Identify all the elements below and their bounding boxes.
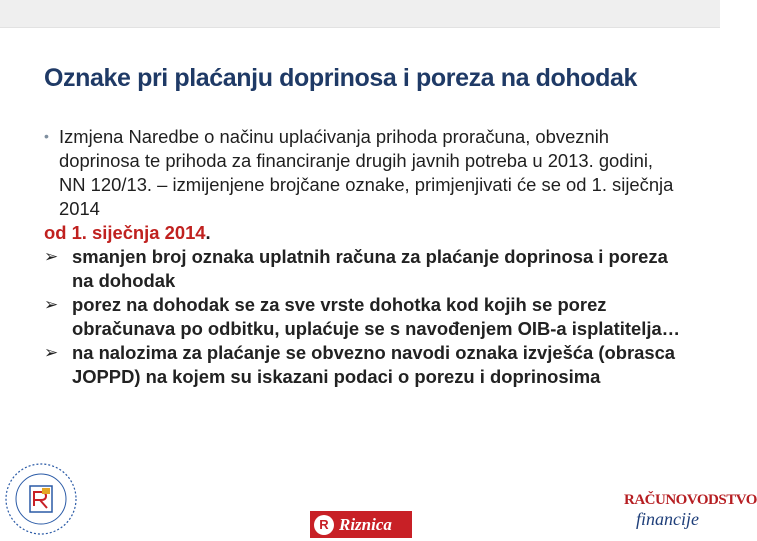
circular-seal-logo-icon xyxy=(4,462,78,536)
main-bullet-text: Izmjena Naredbe o načinu uplaćivanja prihoda proračuna, obveznih doprinosa te prihoda za financiranje drugih javnih potreba u 2013. godini, NN 120/13. – izmijenjene brojčane oznake, primjenjivati će se od 1. siječnja 2014 xyxy=(59,126,674,219)
racunovodstvo-logo xyxy=(624,492,757,538)
date-heading-period: . xyxy=(205,222,211,243)
top-band xyxy=(0,0,720,28)
main-bullet xyxy=(44,124,684,221)
sub-item xyxy=(44,341,684,389)
bullet-dot-icon: • xyxy=(44,128,49,144)
riznica-emblem-icon: R xyxy=(314,515,334,535)
sub-item-text: smanjen broj oznaka uplatnih računa za plaćanje doprinosa i poreza na dohodak xyxy=(72,246,668,291)
sub-item-text: na nalozima za plaćanje se obvezno navodi oznaka izvješća (obrasca JOPPD) na kojem su iskazani podaci o porezu i doprinosima xyxy=(72,342,676,387)
arrow-bullet-icon: ➢ xyxy=(44,343,59,362)
date-heading xyxy=(44,221,684,245)
date-heading-text: od 1. siječnja 2014 xyxy=(44,222,206,243)
sub-item xyxy=(44,293,684,341)
riznica-wordmark: Riznica xyxy=(339,514,392,534)
sub-item xyxy=(44,245,684,293)
riznica-logo xyxy=(310,511,412,538)
slide-title: Oznake pri plaćanju doprinosa i poreza na dohodak xyxy=(44,64,638,92)
arrow-bullet-icon: ➢ xyxy=(44,247,59,266)
arrow-bullet-icon: ➢ xyxy=(44,295,59,314)
sub-item-text: porez na dohodak se za sve vrste dohotka kod kojih se porez obračunava po odbitku, uplaćuje se s navođenjem OIB-a isplatitelja… xyxy=(72,294,681,339)
financije-wordmark: financije xyxy=(636,509,699,529)
racunovodstvo-wordmark: RAČUNOVODSTVO xyxy=(624,492,757,508)
slide-content xyxy=(44,124,684,389)
